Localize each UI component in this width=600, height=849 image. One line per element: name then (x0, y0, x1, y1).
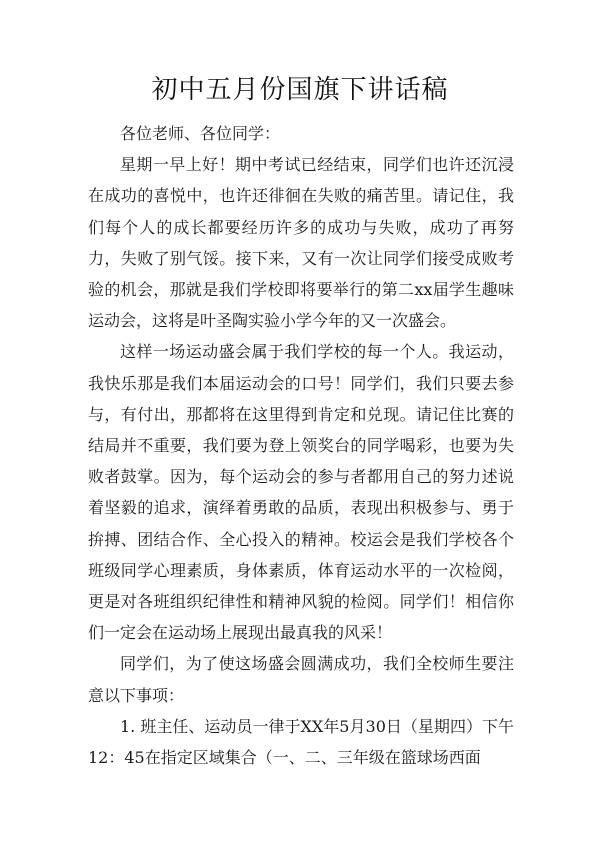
paragraph: 星期一早上好！期中考试已经结束，同学们也许还沉浸在成功的喜悦中，也许还徘徊在失败的痛苦里。请记住，我们每个人的成长都要经历许多的成功与失败，成功了再努力，失败了别气馁。接下来，又有一次让同学们接受成败考验的机会，那就是我们学校即将要举行的第二xx届学生趣味运动会，这将是叶圣陶实验小学今年的又一次盛会。 (88, 155, 514, 331)
salutation: 各位老师、各位同学： (120, 124, 281, 143)
paragraph: 1. 班主任、运动员一律于XX年5月30日（星期四）下午12：45在指定区域集合（一、二、三年级在篮球场西面 (88, 716, 514, 768)
paragraph: 同学们，为了使这场盛会圆满成功，我们全校师生要注意以下事项： (88, 654, 514, 705)
paragraph: 这样一场运动盛会属于我们学校的每一个人。我运动，我快乐那是我们本届运动会的口号！同学们，我们只要去参与，有付出，那都将在这里得到肯定和兑现。请记住比赛的结局并不重要，我们要为登上领奖台的同学喝彩，也要为失败者鼓掌。因为，每个运动会的参与者都用自己的努力述说着坚毅的追求，演绎着勇敢的品质，表现出积极参与、勇于拚搏、团结合作、全心投入的精神。校运会是我们学校各个班级同学心理素质，身体素质，体育运动水平的一次检阅，更是对各班组织纪律性和精神风貌的检阅。同学们！相信你们一定会在运动场上展现出最真我的风采！ (88, 342, 514, 643)
document-title: 初中五月份国旗下讲话稿 (151, 75, 449, 105)
document-body (88, 118, 514, 773)
